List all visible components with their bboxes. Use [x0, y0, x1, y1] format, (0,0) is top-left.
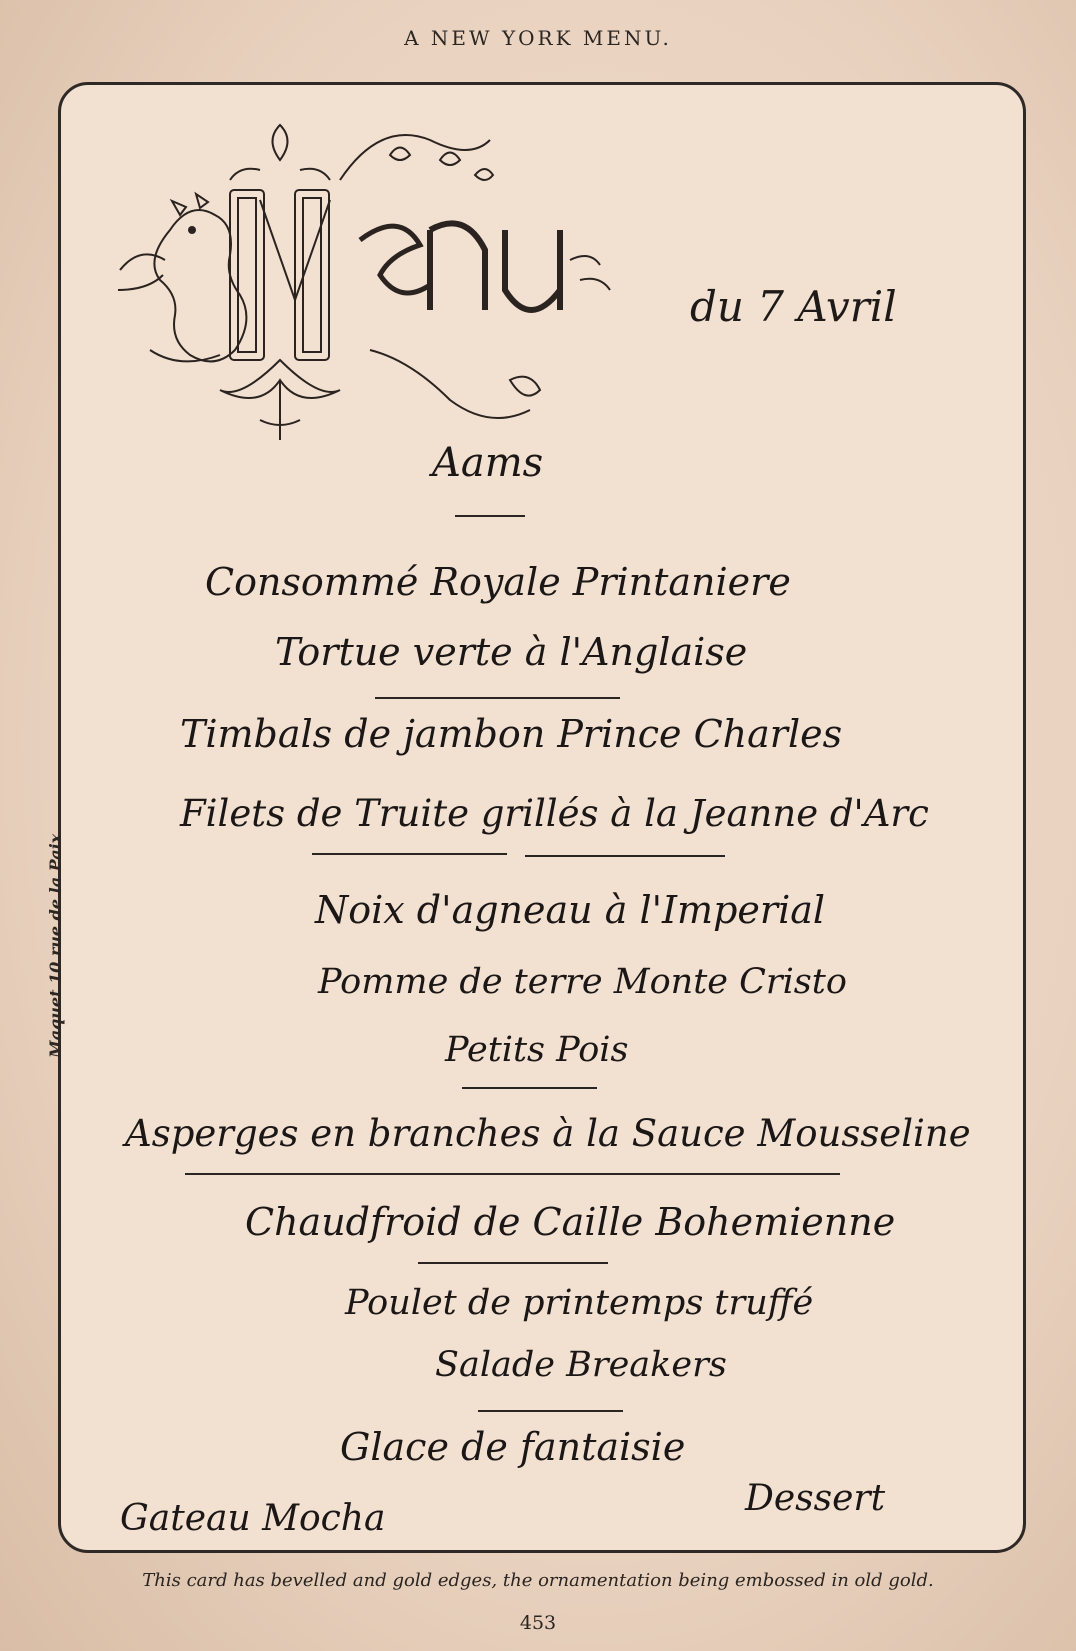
divider	[525, 855, 725, 857]
divider	[375, 697, 620, 699]
menu-item: Pomme de terre Monte Cristo	[318, 962, 847, 1002]
menu-item: Tortue verte à l'Anglaise	[275, 630, 748, 674]
menu-item: Noix d'agneau à l'Imperial	[315, 888, 826, 932]
running-head: A NEW YORK MENU.	[404, 26, 672, 50]
menu-item: Salade Breakers	[435, 1345, 727, 1385]
divider	[478, 1410, 623, 1412]
figure-caption: This card has bevelled and gold edges, the ornamentation being embossed in old gold.	[142, 1570, 934, 1591]
menu-logo-ornament	[110, 120, 650, 460]
menu-item: Chaudfroid de Caille Bohemienne	[245, 1200, 896, 1244]
divider	[462, 1087, 597, 1089]
menu-item: Petits Pois	[445, 1030, 629, 1070]
menu-item: Dessert	[745, 1478, 886, 1519]
menu-item: Filets de Truite grillés à la Jeanne d'Arc	[180, 792, 929, 835]
menu-item: Glace de fantaisie	[340, 1425, 686, 1469]
page-number: 453	[519, 1612, 557, 1634]
divider	[455, 515, 525, 517]
divider	[418, 1262, 608, 1264]
menu-item: Consommé Royale Printaniere	[205, 560, 791, 604]
menu-item: Poulet de printemps truffé	[345, 1283, 814, 1323]
menu-item: Timbals de jambon Prince Charles	[180, 712, 843, 756]
printer-imprint: Maquet 10 rue de la Paix	[46, 833, 65, 1058]
menu-item: Aams	[432, 440, 544, 486]
menu-date: du 7 Avril	[690, 282, 897, 331]
divider	[312, 853, 507, 855]
menu-item: Gateau Mocha	[120, 1498, 386, 1539]
divider	[185, 1173, 840, 1175]
menu-item: Asperges en branches à la Sauce Mousseline	[125, 1112, 971, 1155]
